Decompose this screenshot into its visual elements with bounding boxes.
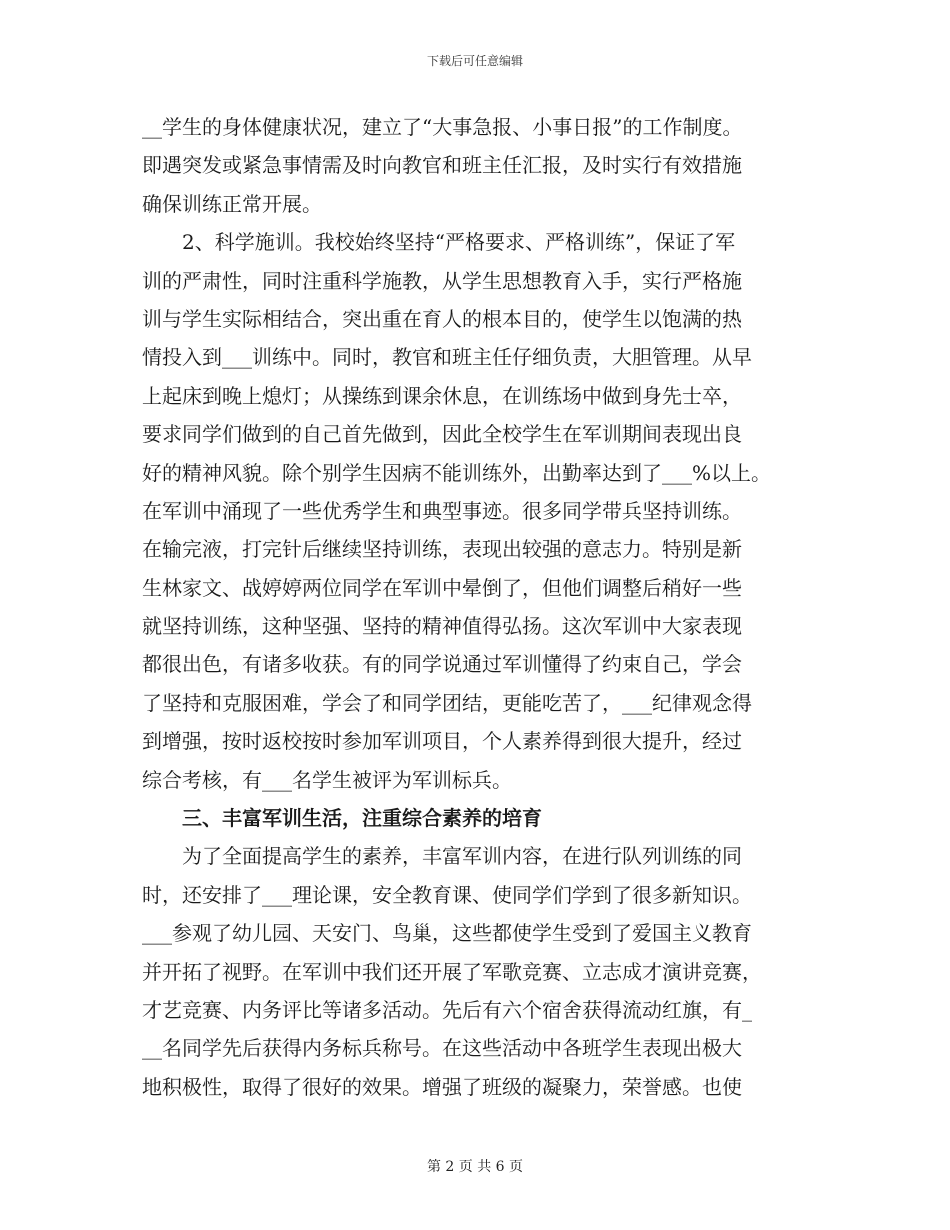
text-line: 了坚持和克服困难，学会了和同学团结，更能吃苦了，___纪律观念得 <box>142 690 752 715</box>
text-line: 时，还安排了___理论课，安全教育课、使同学们学到了很多新知识。 <box>142 882 752 907</box>
paragraph-start: 为了全面提高学生的素养，丰富军训内容，在进行队列训练的同 <box>182 844 742 869</box>
text-line: 训与学生实际相结合，突出重在育人的根本目的，使学生以饱满的热 <box>142 306 742 331</box>
text-line: 上起床到晚上熄灯；从操练到课余休息，在训练场中做到身先士卒， <box>142 383 742 408</box>
text-line: 地积极性，取得了很好的效果。增强了班级的凝聚力，荣誉感。也使 <box>142 1074 742 1099</box>
document-body <box>142 108 810 1106</box>
page-header-note: 下载后可任意编辑 <box>426 54 523 68</box>
text-line: 要求同学们做到的自己首先做到，因此全校学生在军训期间表现出良 <box>142 422 742 447</box>
text-line: 生林家文、战婷婷两位同学在军训中晕倒了，但他们调整后稍好一些 <box>142 575 742 600</box>
text-line: 在军训中涌现了一些优秀学生和典型事迹。很多同学带兵坚持训练。 <box>142 498 742 523</box>
text-line: 好的精神风貌。除个别学生因病不能训练外，出勤率达到了___%以上。 <box>142 460 772 485</box>
text-line: 训的严肃性，同时注重科学施教，从学生思想教育入手，实行严格施 <box>142 268 742 293</box>
text-line: 即遇突发或紧急事情需及时向教官和班主任汇报，及时实行有效措施 <box>142 153 742 178</box>
text-line: 都很出色，有诸多收获。有的同学说通过军训懂得了约束自己，学会 <box>142 652 742 677</box>
text-line: __学生的身体健康状况，建立了“大事急报、小事日报”的工作制度。 <box>142 115 743 139</box>
text-line: 并开拓了视野。在军训中我们还开展了军歌竞赛、立志成才演讲竞赛， <box>142 959 762 984</box>
section-heading: 三、丰富军训生活，注重综合素养的培育 <box>182 806 542 831</box>
text-line: __名同学先后获得内务标兵称号。在这些活动中各班学生表现出极大 <box>142 1036 742 1061</box>
text-line: 才艺竞赛、内务评比等诸多活动。先后有六个宿舍获得流动红旗，有_ <box>142 997 752 1022</box>
text-line: ___参观了幼儿园、天安门、鸟巢，这些都使学生受到了爱国主义教育 <box>142 921 752 946</box>
page-number: 第 2 页 共 6 页 <box>426 1159 524 1175</box>
text-line: 就坚持训练，这种坚强、坚持的精神值得弘扬。这次军训中大家表现 <box>142 614 742 639</box>
text-line: 综合考核，有___名学生被评为军训标兵。 <box>142 767 512 792</box>
text-line: 确保训练正常开展。 <box>142 191 322 216</box>
paragraph-start: 2、科学施训。我校始终坚持“严格要求、严格训练”，保证了军 <box>182 230 736 255</box>
text-line: 情投入到___训练中。同时，教官和班主任仔细负责，大胆管理。从早 <box>142 345 752 370</box>
text-line: 到增强，按时返校按时参加军训项目，个人素养得到很大提升，经过 <box>142 729 742 754</box>
text-line: 在输完液，打完针后继续坚持训练，表现出较强的意志力。特别是新 <box>142 537 742 562</box>
